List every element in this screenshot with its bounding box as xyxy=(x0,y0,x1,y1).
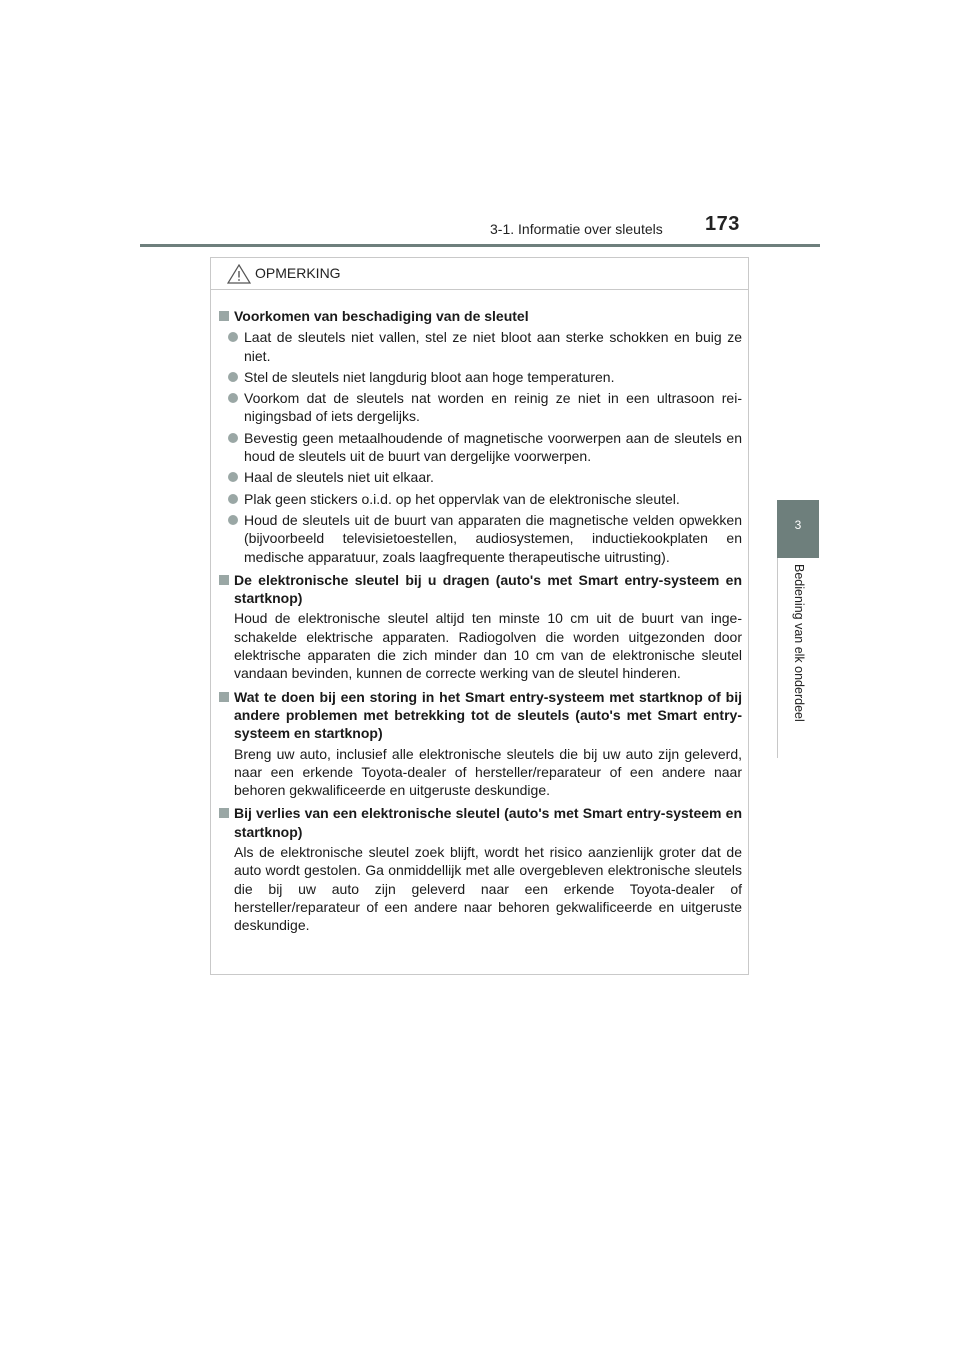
notice-header xyxy=(211,258,748,290)
chapter-title: Bediening van elk onderdeel xyxy=(792,564,806,722)
section-paragraph: Breng uw auto, inclusief alle elektronische sleutels die bij uw auto zijn geleverd, naar een erkende Toyota-dealer of hersteller/reparateur of een andere naar behoren gekwalificeerde en uitgeruste deskundige. xyxy=(234,745,742,799)
list-item xyxy=(217,429,742,466)
section-heading xyxy=(217,307,742,325)
square-bullet-icon xyxy=(219,575,229,585)
circle-bullet-icon xyxy=(228,372,238,382)
list-item xyxy=(217,368,742,386)
circle-bullet-icon xyxy=(228,433,238,443)
circle-bullet-icon xyxy=(228,494,238,504)
section-heading-text: Bij verlies van een elektronische sleutel (auto's met Smart entry-systeem en startknop) xyxy=(234,805,742,840)
notice-section xyxy=(217,307,742,566)
list-item-text: Houd de sleutels uit de buurt van apparaten die magnetische velden opwekken (bijvoorbeeld televisietoestellen, audiosystemen, inductiekookplaten en medische apparatuur, zoals laagfrequente therapeutische uitrusting). xyxy=(244,511,742,565)
list-item-text: Bevestig geen metaalhoudende of magnetische voorwerpen aan de sleutels en houd de sleutels uit de buurt van dergelijke voorwerpen. xyxy=(244,429,742,465)
square-bullet-icon xyxy=(219,808,229,818)
section-heading-text: Wat te doen bij een storing in het Smart entry-systeem met startknop of bij andere problemen met betrekking tot de sleutels (auto's met Smart entry-systeem en startknop) xyxy=(234,688,742,742)
circle-bullet-icon xyxy=(228,332,238,342)
list-item-text: Plak geen stickers o.i.d. op het oppervlak van de elektronische sleutel. xyxy=(244,490,680,507)
notice-section xyxy=(217,804,742,934)
notice-title: OPMERKING xyxy=(255,265,341,281)
list-item xyxy=(217,490,742,508)
section-paragraph: Als de elektronische sleutel zoek blijft, wordt het risico aanzienlijk groter dat de auto wordt gestolen. Ga onmiddellijk met alle overgebleven elektronische sleutels die bij uw auto zijn geleverd naar een erkende Toyota-dealer of hersteller/reparateur of een andere naar behoren gekwalificeerde en uitgeruste deskundige. xyxy=(234,844,742,934)
section-heading xyxy=(217,688,742,743)
warning-triangle-icon xyxy=(227,264,251,284)
notice-box xyxy=(210,257,749,975)
chapter-number: 3 xyxy=(794,518,802,532)
notice-section xyxy=(217,571,742,683)
list-item xyxy=(217,511,742,566)
section-paragraph: Houd de elektronische sleutel altijd ten minste 10 cm uit de buurt van ingeschakelde elektrische apparaten. Radiogolven die worden uitgezonden door elektrische apparaten die zich minder dan 10 cm van de elektronische sleutel vandaan bevinden, kunnen de correcte werking van de sleutel hinderen. xyxy=(234,610,742,682)
list-item-text: Haal de sleutels niet uit elkaar. xyxy=(244,469,434,486)
list-item xyxy=(217,468,742,486)
circle-bullet-icon xyxy=(228,472,238,482)
bullet-list xyxy=(217,328,742,566)
chapter-tab xyxy=(777,500,819,558)
page-number: 173 xyxy=(705,213,740,235)
circle-bullet-icon xyxy=(228,515,238,525)
list-item-text: Voorkom dat de sleutels nat worden en reinig ze niet in een ultrasoon reinigingsbad of iets dergelijks. xyxy=(244,390,742,425)
circle-bullet-icon xyxy=(228,393,238,403)
header-divider xyxy=(140,244,820,247)
notice-content xyxy=(211,290,748,935)
section-title: 3-1. Informatie over sleutels xyxy=(490,221,663,237)
section-heading-text: De elektronische sleutel bij u dragen (auto's met Smart entry-systeem en startknop) xyxy=(234,571,742,607)
square-bullet-icon xyxy=(219,311,229,321)
notice-section xyxy=(217,688,742,800)
list-item xyxy=(217,328,742,365)
list-item-text: Stel de sleutels niet langdurig bloot aan hoge temperaturen. xyxy=(244,368,615,385)
square-bullet-icon xyxy=(219,692,229,702)
list-item-text: Laat de sleutels niet vallen, stel ze niet bloot aan sterke schokken en buig ze niet. xyxy=(244,329,742,364)
section-heading xyxy=(217,571,742,608)
section-heading xyxy=(217,804,742,841)
section-heading-text: Voorkomen van beschadiging van de sleutel xyxy=(234,308,529,324)
list-item xyxy=(217,389,742,426)
